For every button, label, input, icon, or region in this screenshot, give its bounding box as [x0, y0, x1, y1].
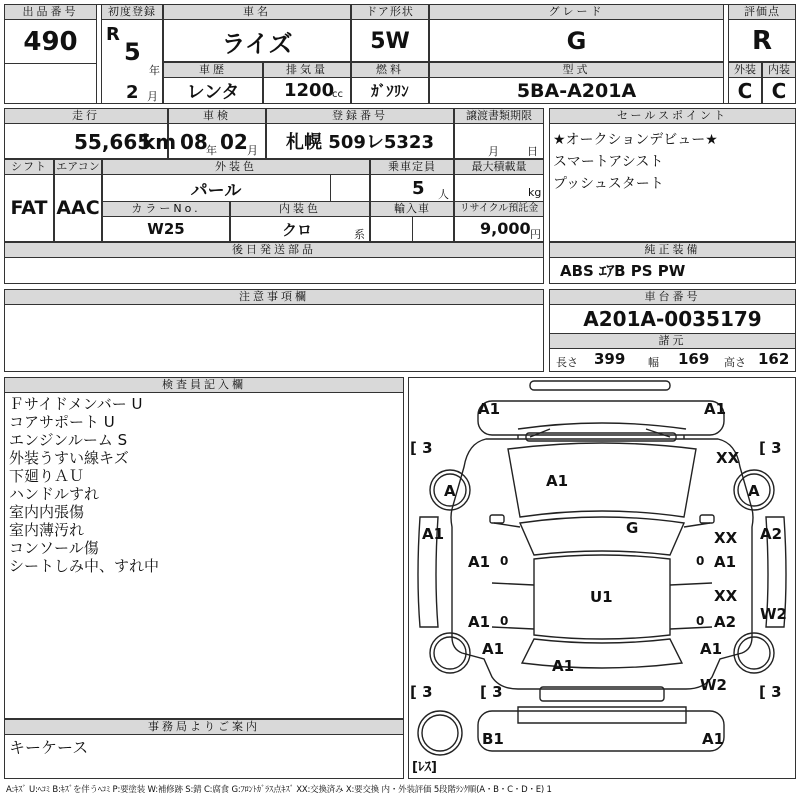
dmg-wheel-rr: A1 [700, 640, 723, 658]
dmg-trunk: A1 [552, 657, 575, 675]
bracket-tl: [ 3 [410, 439, 433, 457]
dmg-front-bumper-right: A1 [704, 400, 727, 418]
dmg-fender-fr2: A2 [760, 525, 783, 543]
lot-number: 490 [23, 27, 78, 57]
dmg-rear-bumper-left: B1 [482, 730, 504, 748]
sales-line: スマートアシスト [553, 154, 664, 170]
dmg-door-rl: A1 [468, 613, 491, 631]
mileage-label: 走行 [4, 108, 168, 124]
mileage: 55,665 [74, 130, 152, 154]
displacement-unit: cc [332, 89, 343, 100]
shift-label: シフト [4, 159, 54, 175]
equipment: ABS ｴｱB PS PW [560, 262, 686, 280]
notes-cell [4, 304, 544, 372]
spare-label: [ﾚｽ] [412, 760, 437, 775]
inspector-line: シートしみ中、すれ中 [9, 557, 160, 575]
history-label: 車歴 [163, 62, 263, 78]
insp-month-unit: 月 [247, 144, 258, 157]
transfer-label: 譲渡書類期限 [454, 108, 544, 124]
dmg-door-rl-num: 0 [500, 614, 509, 628]
inspector-line: Ｆサイドメンバー U [9, 395, 143, 413]
max-load-label: 最大積載量 [454, 159, 544, 175]
dmg-fender-fr: XX [716, 449, 740, 467]
dmg-door-fl: A1 [468, 553, 491, 571]
sales-label: セールスポイント [549, 108, 796, 124]
dmg-wheel-rl: A1 [482, 640, 505, 658]
inspector-line: エンジンルーム S [9, 431, 128, 449]
legend: A:ｷｽﾞ U:ﾍｺﾐ B:ｷｽﾞを伴うﾍｺﾐ P:要塗装 W:補修跡 S:錆 C:腐食 G:ﾌﾛﾝﾄｶﾞﾗｽ点ｷｽﾞ XX:交換済み X:要交換 内・外装評価 5段階ﾗﾝｸ順(A・B・C・D・E) 1 [6, 785, 552, 795]
width: 169 [678, 350, 710, 368]
score: R [751, 26, 773, 56]
import-label: 輸入車 [370, 201, 454, 217]
exterior-color-label: 外装色 [102, 159, 370, 175]
fuel-label: 燃料 [351, 62, 429, 78]
later-parts-label: 後日発送部品 [4, 242, 544, 258]
dmg-qtr-right: W2 [760, 605, 787, 623]
ext-score: C [737, 78, 753, 103]
score-label: 評価点 [728, 4, 796, 20]
history: レンタ [186, 81, 240, 103]
ext-label: 外装 [728, 62, 762, 78]
inspection-label: 車検 [168, 108, 266, 124]
insp-year: 08 [180, 130, 208, 154]
inspector-label: 検査員記入欄 [4, 377, 404, 393]
interior-color-unit: 系 [354, 228, 365, 241]
vehicle-diagram [408, 377, 796, 779]
plate-label: 登録番号 [266, 108, 454, 124]
fuel: ｶﾞｿﾘﾝ [371, 82, 409, 100]
recycle-unit: 円 [530, 228, 541, 241]
recycle: 9,000 [480, 219, 531, 238]
exterior-color: パール [190, 180, 242, 201]
color-no-label: カラーNo. [102, 201, 230, 217]
grade-label: グレード [429, 4, 724, 20]
dmg-wheel-fl: A [444, 482, 456, 500]
bracket-tr: [ 3 [759, 439, 782, 457]
interior-color-label: 内装色 [230, 201, 370, 217]
recycle-label: リサイクル預託金 [454, 201, 544, 217]
dmg-hood: A1 [546, 472, 569, 490]
inspector-line: ハンドルすれ [9, 485, 100, 503]
door-label: ドア形状 [351, 4, 429, 20]
grade: G [566, 27, 587, 55]
inspector-line: 室内薄汚れ [9, 521, 85, 539]
dmg-roof: U1 [590, 588, 613, 606]
dmg-door-rr-num: 0 [696, 614, 705, 628]
inspector-line: コアサポート U [9, 413, 115, 431]
bracket-bl: [ 3 [480, 683, 503, 701]
model-label: 型式 [429, 62, 724, 78]
dmg-rear-rr: W2 [700, 676, 727, 694]
chassis-label: 車台番号 [549, 289, 796, 305]
inspector-line: 室内内張傷 [9, 503, 85, 521]
dmg-windshield: G [626, 519, 639, 537]
insp-month: 02 [220, 130, 248, 154]
mileage-unit: km [142, 130, 177, 154]
displacement: 1200 [284, 80, 335, 101]
car-name: ライズ [221, 29, 293, 58]
interior-color: クロ [282, 221, 313, 239]
sales-line: ★オークションデビュー★ [553, 132, 718, 148]
notes-label: 注意事項欄 [4, 289, 544, 305]
ac-label: エアコン [54, 159, 102, 175]
dmg-door-rr: A2 [714, 613, 737, 631]
dmg-door-rr-xx: XX [714, 587, 738, 605]
int-label: 内装 [762, 62, 796, 78]
plate: 札幌 509レ5323 [286, 132, 434, 153]
insp-year-unit: 年 [206, 144, 217, 157]
max-load-unit: kg [528, 186, 542, 199]
month-no: 2 [126, 82, 139, 103]
ac: AAC [56, 197, 100, 219]
dmg-door-fr-num: 0 [696, 554, 705, 568]
inspector-line: 下廻りＡＵ [9, 467, 85, 485]
lot-blank [4, 63, 97, 104]
dmg-door-fl-num: 0 [500, 554, 509, 568]
chassis: A201A-0035179 [583, 307, 762, 331]
inspector-line: コンソール傷 [9, 539, 99, 557]
office-label: 事務局よりご案内 [4, 719, 404, 735]
transfer-month: 月 [488, 145, 499, 158]
dmg-wheel-fr: A [748, 482, 760, 500]
shift: FAT [10, 197, 48, 219]
later-parts-cell [4, 257, 544, 284]
length: 399 [594, 350, 626, 368]
first-reg-label: 初度登録 [101, 4, 163, 20]
length-label: 長さ [556, 356, 578, 369]
width-label: 幅 [648, 356, 659, 369]
month-unit: 月 [147, 90, 158, 103]
year-no: 5 [124, 38, 141, 66]
sales-line: プッシュスタート [553, 176, 664, 192]
dmg-fender-fl: A1 [422, 525, 445, 543]
model: 5BA-A201A [516, 79, 637, 102]
inspector-line: 外装うすい線キズ [9, 449, 129, 467]
dmg-door-fr-xx: XX [714, 529, 738, 547]
dmg-rear-bumper-right: A1 [702, 730, 725, 748]
specs-label: 諸元 [549, 333, 796, 349]
displacement-label: 排気量 [263, 62, 351, 78]
dmg-front-bumper-left: A1 [478, 400, 501, 418]
office-note: キーケース [9, 738, 89, 757]
dmg-door-fr: A1 [714, 553, 737, 571]
year-unit: 年 [149, 64, 160, 77]
capacity: 5 [412, 178, 425, 199]
height-label: 高さ [724, 356, 746, 369]
height: 162 [758, 350, 790, 368]
capacity-label: 乗車定員 [370, 159, 454, 175]
bracket-ml: [ 3 [410, 683, 433, 701]
era: R [106, 24, 120, 45]
int-score: C [771, 78, 787, 103]
color-no: W25 [147, 220, 185, 238]
transfer-day: 日 [527, 145, 538, 158]
equipment-label: 純正装備 [549, 242, 796, 258]
bracket-br: [ 3 [759, 683, 782, 701]
capacity-unit: 人 [438, 188, 449, 201]
door: 5W [370, 28, 410, 54]
lot-label: 出品番号 [4, 4, 97, 20]
car-name-label: 車名 [163, 4, 351, 20]
